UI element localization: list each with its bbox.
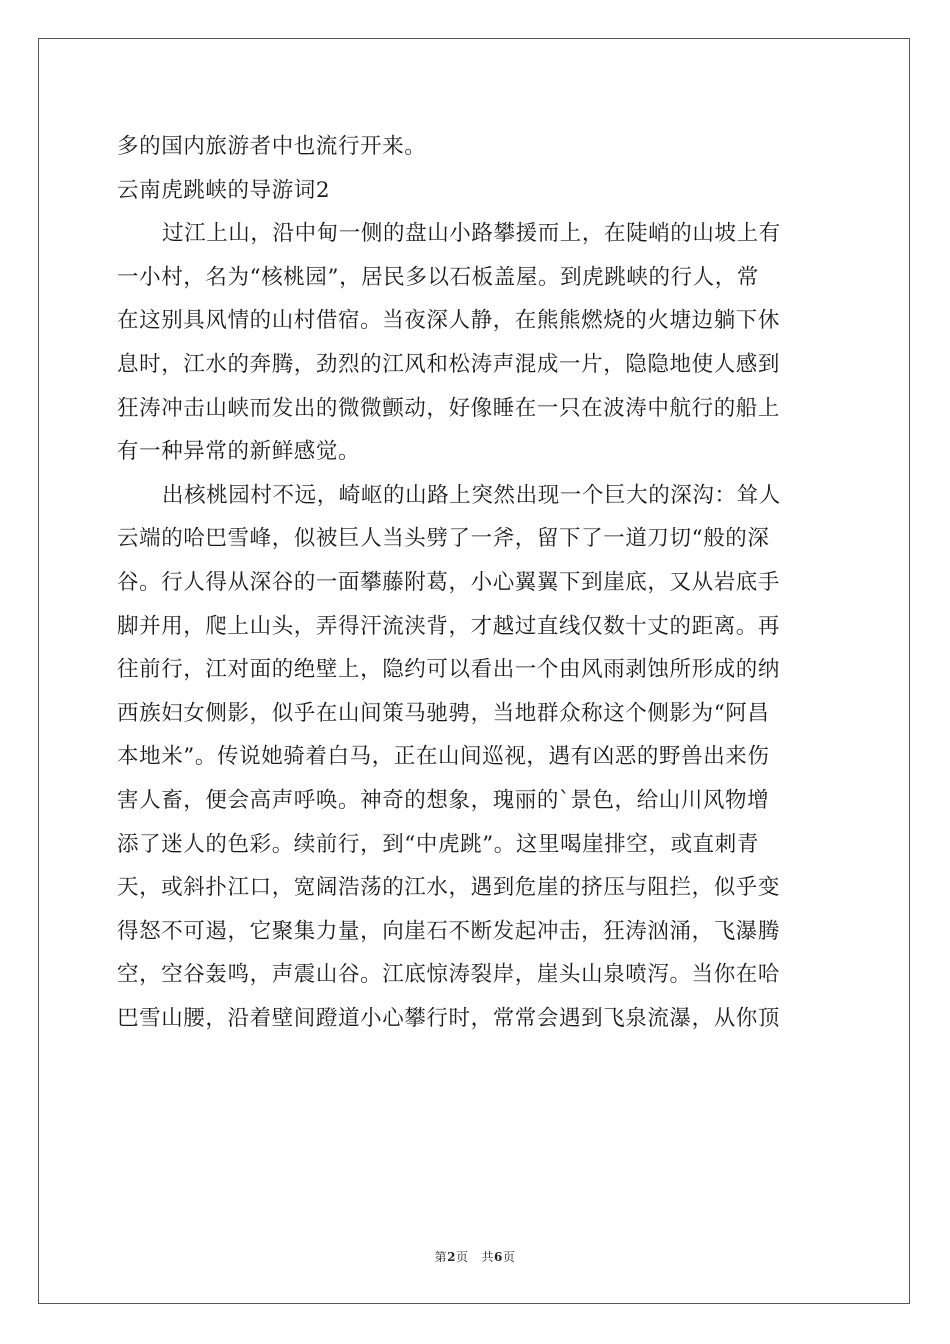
paragraph-line: 天，或斜扑江口，宽阔浩荡的江水，遇到危崖的挤压与阻拦，似乎变: [117, 875, 781, 901]
current-page-number: 2: [447, 1250, 456, 1264]
paragraph-line: 得怒不可遏，它聚集力量，向崖石不断发起冲击，狂涛汹涌，飞瀑腾: [117, 918, 781, 944]
total-page-count: 6: [493, 1250, 503, 1264]
paragraph-line: 谷。行人得从深谷的一面攀藤附葛，小心翼翼下到崖底，又从岩底手: [117, 569, 781, 595]
footer-total-prefix: 共: [481, 1250, 494, 1264]
paragraph-line: 往前行，江对面的绝壁上，隐约可以看出一个由风雨剥蚀所形成的纳: [117, 657, 781, 683]
paragraph-line: 一小村，名为“核桃园”，居民多以石板盖屋。到虎跳峡的行人，常: [117, 264, 759, 290]
paragraph-line: 空，空谷轰鸣，声震山谷。江底惊涛裂岸，崖头山泉喷泻。当你在哈: [117, 962, 781, 988]
paragraph-line: 息时，江水的奔腾，劲烈的江风和松涛声混成一片，隐隐地使人感到: [117, 351, 781, 377]
paragraph-line: 过江上山，沿中甸一侧的盘山小路攀援而上，在陡峭的山坡上有: [162, 221, 781, 247]
paragraph-line: 脚并用，爬上山头，弄得汗流浃背，才越过直线仅数十丈的距离。再: [117, 613, 781, 639]
paragraph-line: 添了迷人的色彩。续前行，到“中虎跳”。这里喝崖排空，或直刺青: [117, 831, 759, 857]
paragraph-line: 有一种异常的新鲜感觉。: [117, 439, 361, 465]
paragraph-line: 西族妇女侧影，似乎在山间策马驰骋，当地群众称这个侧影为“阿昌: [117, 700, 770, 726]
paragraph-line: 狂涛冲击山峡而发出的微微颤动，好像睡在一只在波涛中航行的船上: [117, 395, 781, 421]
page-footer: [0, 1248, 950, 1265]
paragraph-line: 云端的哈巴雪峰，似被巨人当头劈了一斧，留下了一道刀切“般的深: [117, 526, 770, 552]
section-title: 云南虎跳峡的导游词2: [117, 177, 331, 203]
footer-prefix: 第: [434, 1250, 448, 1264]
paragraph-line: 在这别具风情的山村借宿。当夜深人静，在熊熊燃烧的火塘边躺下休: [117, 308, 781, 334]
footer-page-suffix: 页: [456, 1250, 469, 1264]
paragraph-line: 多的国内旅游者中也流行开来。: [117, 134, 427, 159]
paragraph-line: 本地米”。传说她骑着白马，正在山间巡视，遇有凶恶的野兽出来伤: [117, 744, 770, 770]
paragraph-line: 出核桃园村不远，崎岖的山路上突然出现一个巨大的深沟：耸人: [162, 482, 781, 508]
paragraph-line: 巴雪山腰，沿着壁间蹬道小心攀行时，常常会遇到飞泉流瀑，从你顶: [117, 1005, 781, 1031]
footer-total-suffix: 页: [502, 1250, 516, 1264]
document-body: [117, 125, 833, 1040]
paragraph-line: 害人畜，便会高声呼唤。神奇的想象，瑰丽的`景色，给山川风物增: [117, 787, 770, 813]
